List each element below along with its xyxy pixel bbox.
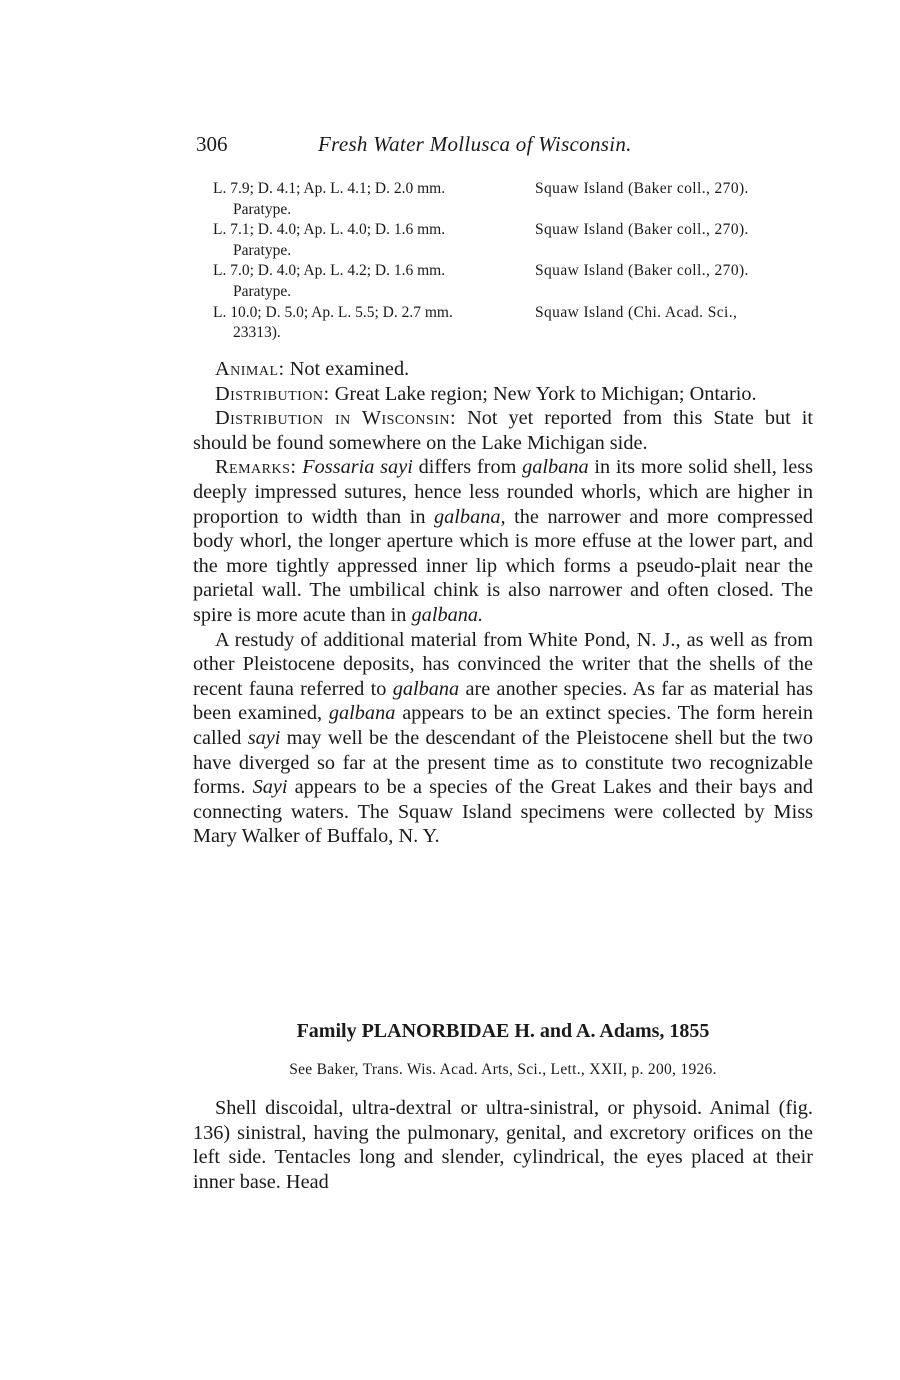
family-heading: Family PLANORBIDAE H. and A. Adams, 1855 xyxy=(296,1020,710,1042)
measurement-locality: Squaw Island (Baker coll., 270). xyxy=(535,180,749,197)
page-number: 306 xyxy=(196,132,228,156)
measurement-note: Paratype. xyxy=(233,241,292,259)
species-name: galbana xyxy=(522,456,589,479)
distribution-text: Great Lake region; New York to Michigan; Ontario. xyxy=(334,382,757,405)
restudy-text: appears to be a species of the Great Lakes and their bays and connecting waters. The Squaw Island specimens were collected by Miss Mary Walker of Buffalo, N. Y. xyxy=(193,776,814,848)
measurement-row xyxy=(213,179,823,200)
measurement-row xyxy=(213,220,823,241)
measurement-locality: Squaw Island (Baker coll., 270). xyxy=(535,262,749,280)
measurement-locality: Squaw Island (Chi. Acad. Sci., xyxy=(535,303,738,321)
measurement-dims: L. 7.9; D. 4.1; Ap. L. 4.1; D. 2.0 mm. xyxy=(213,180,446,197)
species-name: galbana, xyxy=(434,505,506,528)
measurement-note: 23313). xyxy=(233,324,281,342)
remarks-paragraph xyxy=(193,455,813,627)
remarks-text: in its more solid shell, less deeply impressed sutures, hence less rounded whorls, which are higher in proportion to width than in xyxy=(193,456,814,528)
species-name: Sayi xyxy=(252,776,288,799)
animal-paragraph xyxy=(193,357,813,382)
measurement-row xyxy=(213,303,823,324)
measurement-note: Paratype. xyxy=(233,200,292,218)
measurements-table xyxy=(213,179,823,344)
measurement-dims: L. 10.0; D. 5.0; Ap. L. 5.5; D. 2.7 mm. xyxy=(213,303,453,321)
distribution-wisconsin-text: Not yet reported from this State but it should be found somewhere on the Lake Michigan side. xyxy=(193,407,813,454)
species-name: sayi xyxy=(247,726,281,749)
measurement-note: Paratype. xyxy=(233,282,292,300)
distribution-paragraph xyxy=(193,382,813,407)
restudy-text: appears to be an extinct species. The form herein called xyxy=(193,702,813,749)
restudy-paragraph xyxy=(193,628,813,849)
distribution-label: Distribution: xyxy=(215,382,330,405)
measurement-dims: L. 7.1; D. 4.0; Ap. L. 4.0; D. 1.6 mm. xyxy=(213,221,446,239)
distribution-wisconsin-paragraph xyxy=(193,406,813,455)
family-reference: See Baker, Trans. Wis. Acad. Arts, Sci., Lett., XXII, p. 200, 1926. xyxy=(289,1061,717,1078)
measurement-locality: Squaw Island (Baker coll., 270). xyxy=(535,221,749,239)
restudy-text: may well be the descendant of the Pleistocene shell but the two have diverged so far at the present time as to constitute two recognizable forms. xyxy=(193,726,813,799)
animal-label: Animal: xyxy=(215,358,285,380)
species-name: galbana. xyxy=(411,603,484,626)
family-description-block xyxy=(193,1096,813,1194)
species-name: Fossaria sayi xyxy=(302,456,413,479)
measurement-row xyxy=(213,261,823,282)
species-name: galbana xyxy=(392,677,460,700)
family-description: Shell discoidal, ultra-dextral or ultra-sinistral, or physoid. Animal (fig. 136) sinistral, having the pulmonary, genital, and excretory orifices on the left side. Tentacles long and slender, cylindrical, the eyes placed at their inner base. Head xyxy=(193,1097,813,1193)
running-title: Fresh Water Mollusca of Wisconsin. xyxy=(318,132,632,156)
remarks-text: differs from xyxy=(418,456,517,479)
restudy-text: A restudy of additional material from White Pond, N. J., as well as from other Pleistocene deposits, has convinced the writer that the shells of the recent fauna referred to xyxy=(193,628,813,700)
distribution-wisconsin-label: Distribution in Wisconsin: xyxy=(215,407,457,430)
animal-text: Not examined. xyxy=(289,358,410,380)
remarks-text: the narrower and more compressed body whorl, the longer aperture which is more effuse at the lower part, and the more tightly appressed inner lip which forms a pseudo-plait near the parietal wall. The umbilical chink is also narrower and often closed. The spire is more acute than in xyxy=(193,505,813,626)
remarks-label: Remarks: xyxy=(215,456,297,479)
restudy-text: are another species. As far as material has been examined, xyxy=(193,677,813,725)
species-name: galbana xyxy=(328,702,396,725)
measurement-dims: L. 7.0; D. 4.0; Ap. L. 4.2; D. 1.6 mm. xyxy=(213,262,446,280)
species-account xyxy=(193,357,813,849)
